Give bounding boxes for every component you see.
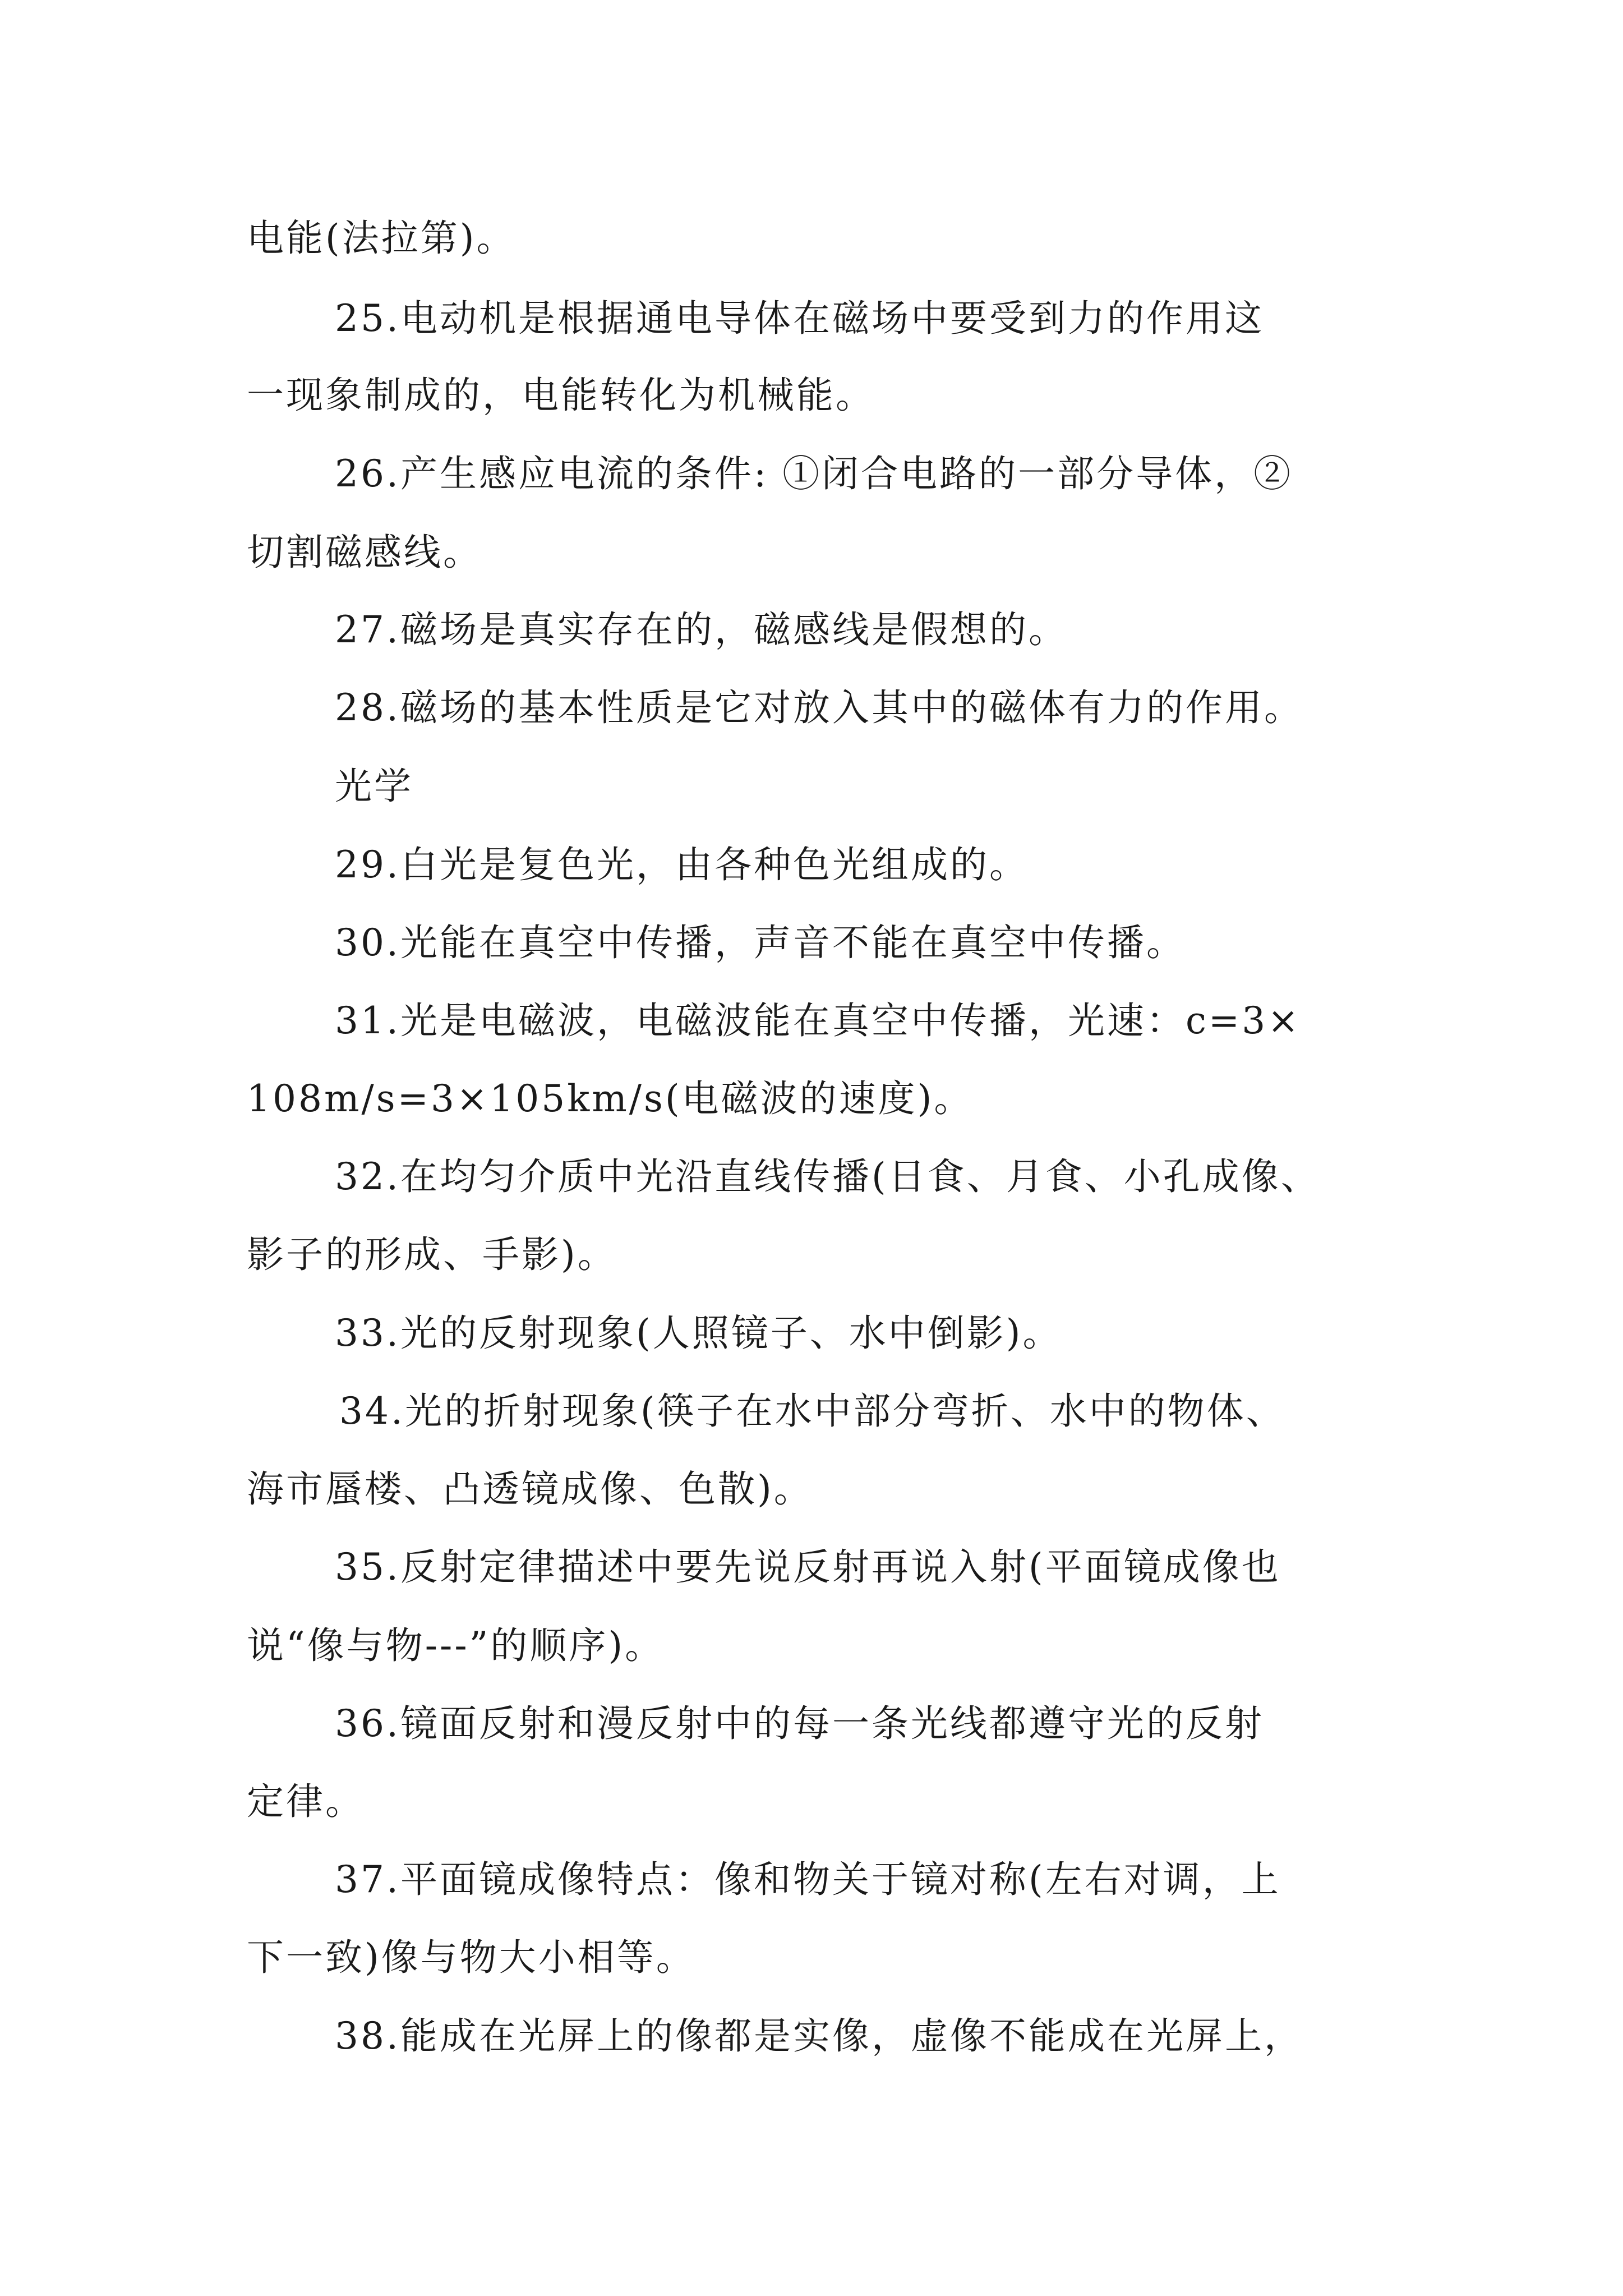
text-line: 定律。 [247,1780,365,1823]
text-line: 35.反射定律描述中要先说反射再说入射(平面镜成像也 [335,1545,1281,1589]
text-line: 影子的形成、手影)。 [247,1233,617,1276]
text-line: 108m/s=3×105km/s(电磁波的速度)。 [247,1077,974,1120]
text-line: 36.镜面反射和漫反射中的每一条光线都遵守光的反射 [335,1702,1264,1745]
text-line: 28.磁场的基本性质是它对放入其中的磁体有力的作用。 [335,686,1303,729]
text-line: 一现象制成的，电能转化为机械能。 [247,374,875,417]
text-line: 切割磁感线。 [247,531,482,574]
text-line: 26.产生感应电流的条件: ①闭合电路的一部分导体，② [335,452,1293,495]
text-line: 下一致)像与物大小相等。 [247,1936,695,1979]
text-line: 海市蜃楼、凸透镜成像、色散)。 [247,1467,813,1511]
text-line: 27.磁场是真实存在的，磁感线是假想的。 [335,608,1068,651]
text-line: 32.在均匀介质中光沿直线传播(日食、月食、小孔成像、 [335,1155,1320,1198]
text-line: 34.光的折射现象(筷子在水中部分弯折、水中的物体、 [339,1389,1285,1433]
text-line: 31.光是电磁波，电磁波能在真空中传播，光速：c=3× [335,999,1301,1042]
text-line: 25.电动机是根据通电导体在磁场中要受到力的作用这 [335,297,1264,340]
text-line: 37.平面镜成像特点：像和物关于镜对称(左右对调，上 [335,1858,1281,1901]
text-line: 电能(法拉第)。 [247,217,516,260]
text-line: 说“像与物---”的顺序)。 [247,1624,665,1667]
text-line: 38.能成在光屏上的像都是实像，虚像不能成在光屏上， [335,2014,1303,2058]
text-line: 30.光能在真空中传播，声音不能在真空中传播。 [335,921,1186,964]
section-heading: 光学 [335,765,413,808]
text-line: 33.光的反射现象(人照镜子、水中倒影)。 [335,1312,1062,1355]
text-line: 29.白光是复色光，由各种色光组成的。 [335,843,1029,886]
